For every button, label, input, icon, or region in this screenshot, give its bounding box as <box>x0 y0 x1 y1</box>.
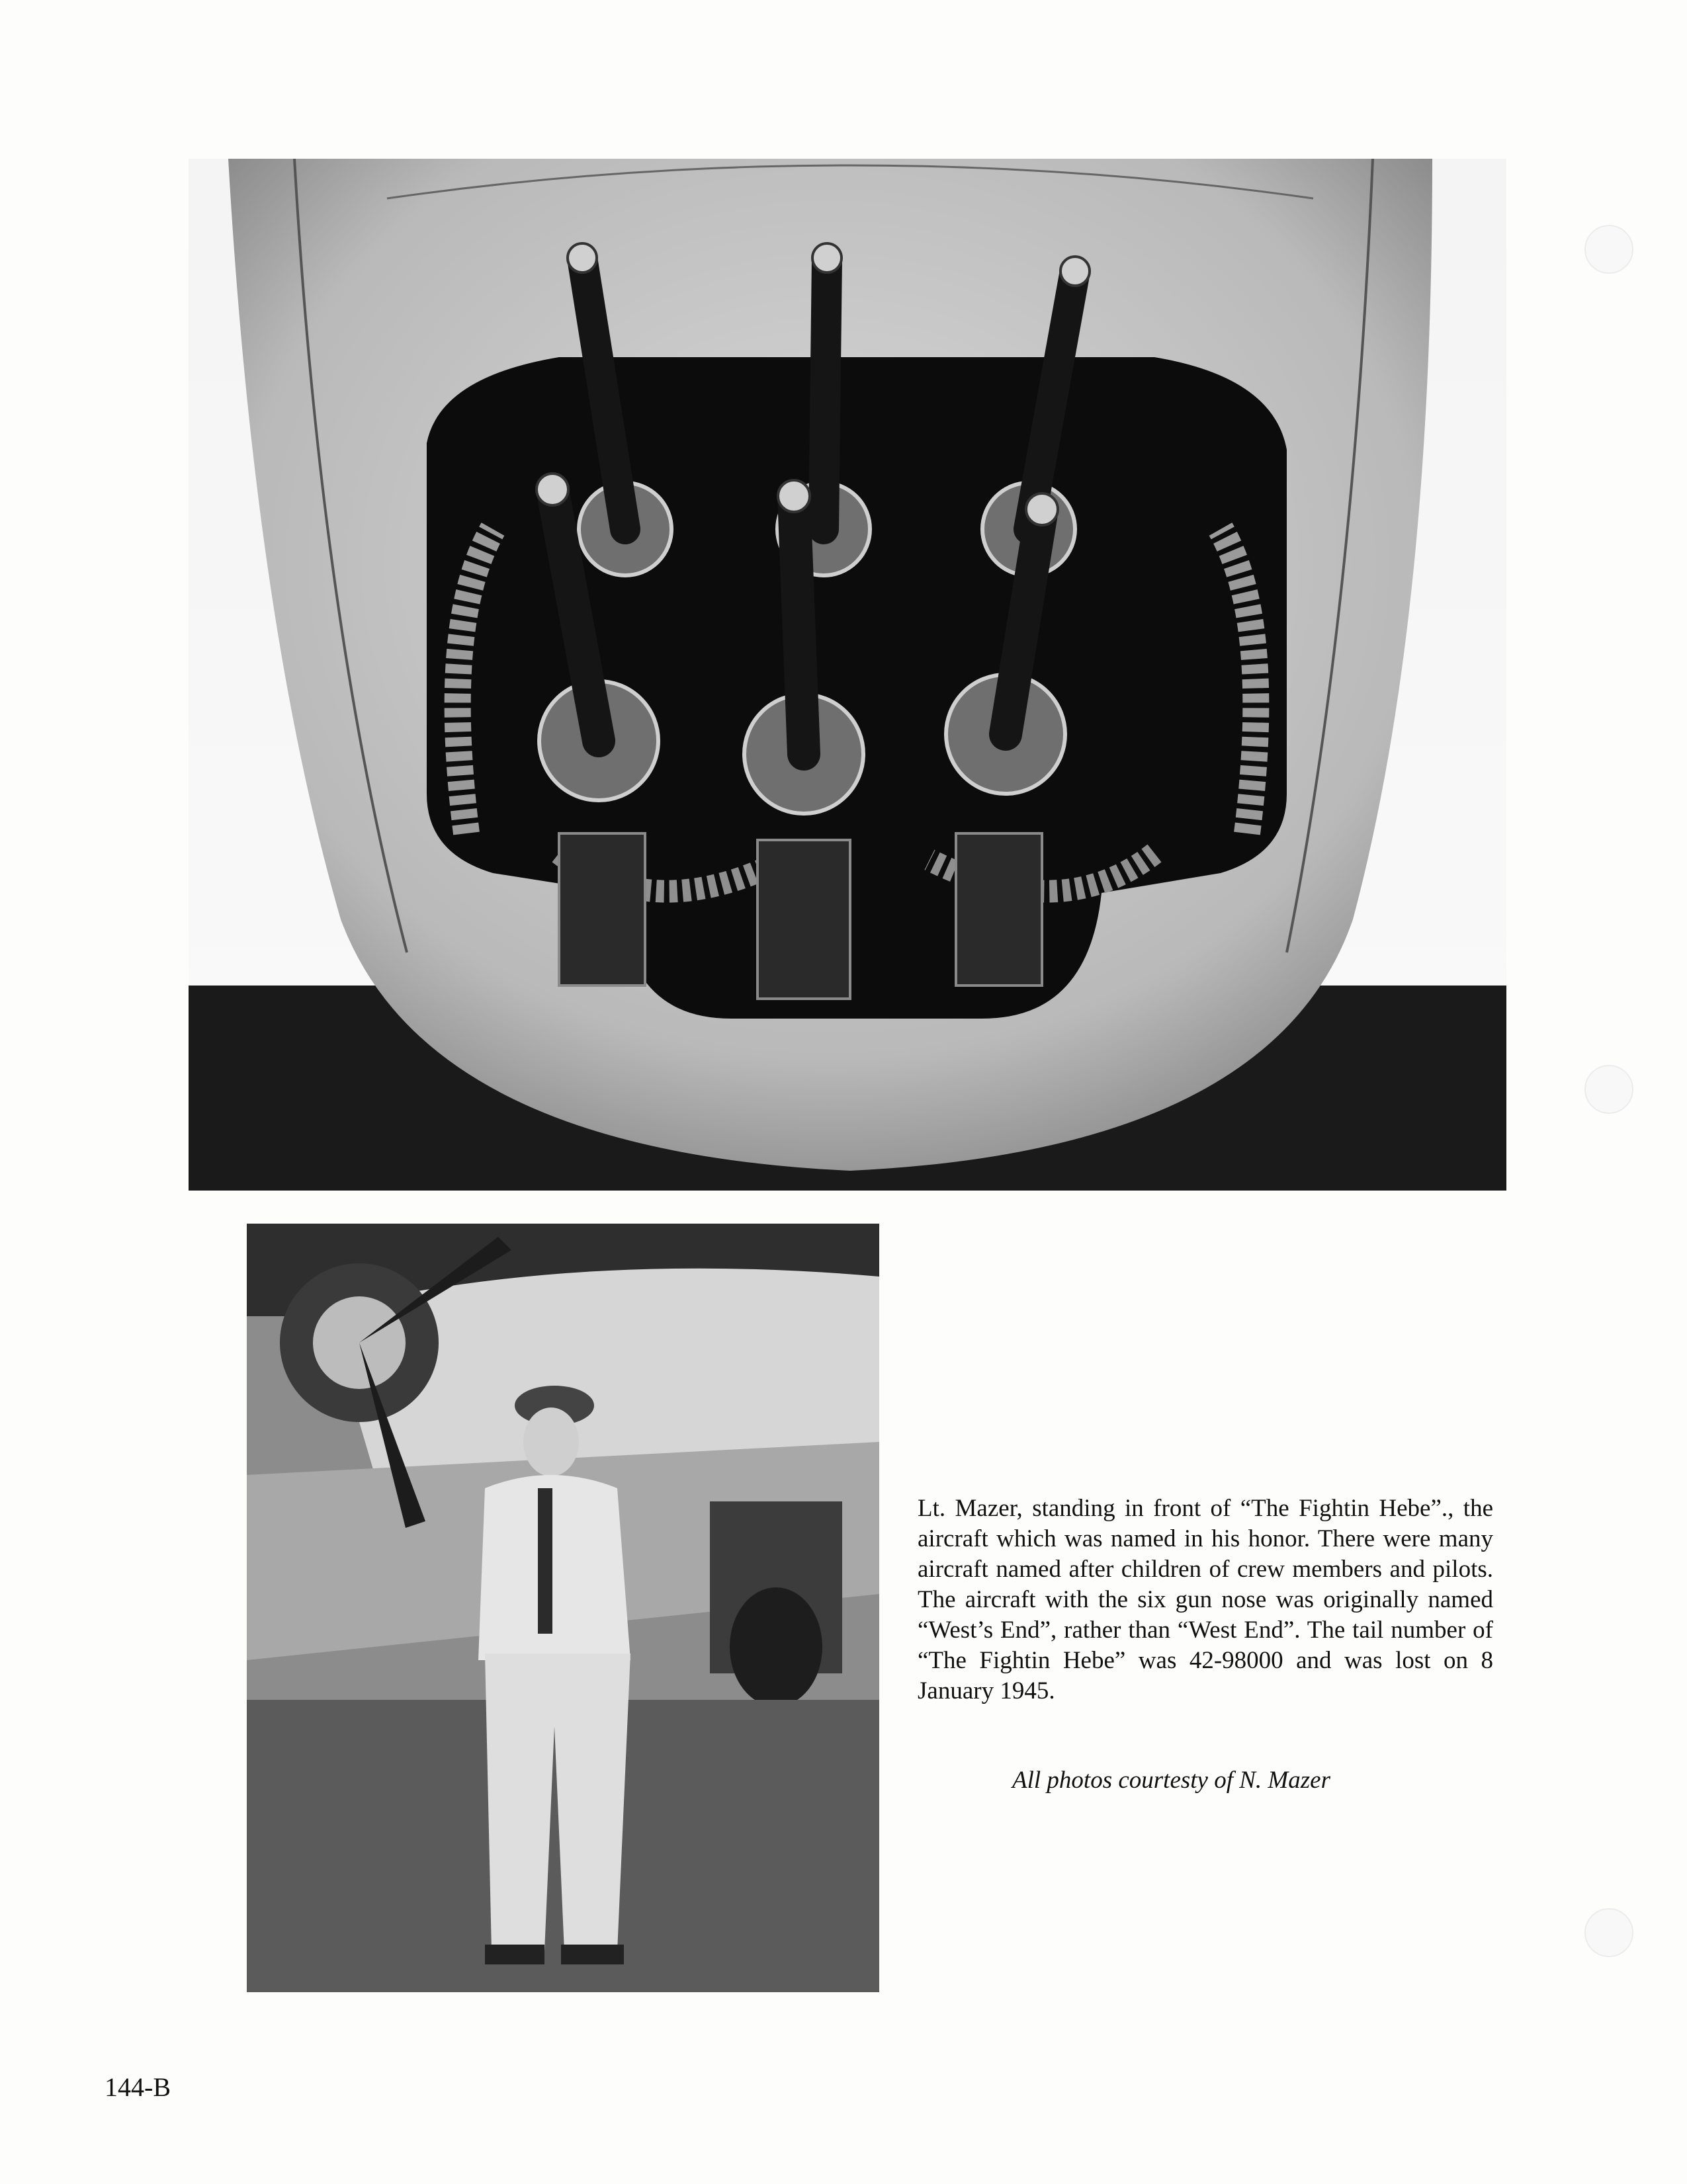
six-gun-nose-photo <box>189 159 1506 1191</box>
punch-hole <box>1584 1908 1633 1957</box>
punch-hole <box>1584 1065 1633 1114</box>
photo-credit: All photos courtesty of N. Mazer <box>1012 1767 1330 1794</box>
punch-hole <box>1584 225 1633 274</box>
page-number: 144-B <box>105 2072 171 2102</box>
lt-mazer-photo <box>247 1224 879 1992</box>
photo-caption <box>918 1493 1493 1706</box>
caption-text: Lt. Mazer, standing in front of “The Fightin Hebe”., the aircraft which was named in his honor. There were many aircraft named after children of crew members and pilots. The aircraft with the six gun nose was originally named “West’s End”, rather than “West End”. The tail number of “The Fightin Hebe” was 42-98000 and was lost on 8 January 1945. <box>918 1495 1493 1704</box>
